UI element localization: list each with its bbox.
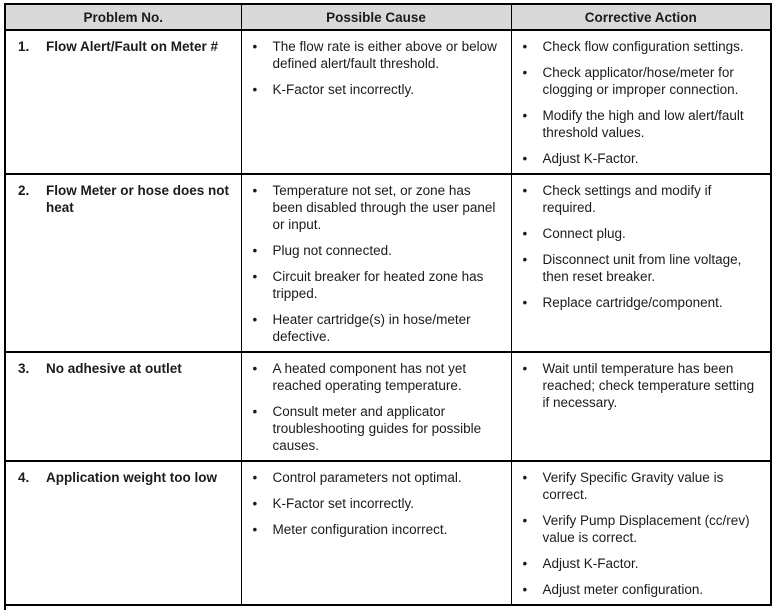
cause-cell bbox=[241, 30, 511, 174]
bullet-icon: • bbox=[522, 65, 528, 80]
bullet-icon: • bbox=[252, 470, 258, 485]
bullet-text: Disconnect unit from line voltage, then reset breaker. bbox=[542, 252, 742, 284]
bullet-item bbox=[250, 242, 503, 259]
bullet-item bbox=[520, 512, 763, 546]
bullet-text: Plug not connected. bbox=[272, 243, 392, 258]
action-list bbox=[520, 469, 763, 598]
bullet-icon: • bbox=[522, 470, 528, 485]
bullet-item bbox=[250, 403, 503, 454]
bullet-text: K-Factor set incorrectly. bbox=[272, 496, 415, 511]
action-cell bbox=[511, 352, 771, 461]
bullet-text: Replace cartridge/component. bbox=[542, 295, 723, 310]
bullet-text: Connect plug. bbox=[542, 226, 626, 241]
bullet-icon: • bbox=[522, 39, 528, 54]
bullet-item bbox=[520, 251, 763, 285]
problem-text: No adhesive at outlet bbox=[46, 361, 182, 376]
bullet-text: Adjust K-Factor. bbox=[542, 556, 639, 571]
cause-list bbox=[250, 182, 503, 345]
bullet-item bbox=[250, 495, 503, 512]
bullet-item bbox=[520, 360, 763, 411]
table-row bbox=[5, 352, 771, 461]
problem-number: 3. bbox=[18, 361, 30, 376]
bullet-item bbox=[520, 150, 763, 167]
action-list bbox=[520, 360, 763, 411]
bullet-icon: • bbox=[252, 183, 258, 198]
bullet-text: Verify Specific Gravity value is correct. bbox=[542, 470, 724, 502]
bullet-item bbox=[520, 182, 763, 216]
troubleshooting-table bbox=[4, 3, 772, 606]
cause-cell bbox=[241, 174, 511, 352]
bullet-text: Circuit breaker for heated zone has tripped. bbox=[272, 269, 484, 301]
action-cell bbox=[511, 30, 771, 174]
bullet-icon: • bbox=[252, 39, 258, 54]
bullet-item bbox=[520, 107, 763, 141]
bullet-item bbox=[250, 311, 503, 345]
bullet-item bbox=[520, 469, 763, 503]
cause-cell bbox=[241, 461, 511, 605]
action-cell bbox=[511, 174, 771, 352]
problem-text: Flow Alert/Fault on Meter # bbox=[46, 39, 219, 54]
bullet-item bbox=[520, 555, 763, 572]
problem-cell bbox=[5, 174, 241, 352]
bullet-item bbox=[250, 268, 503, 302]
bullet-text: The flow rate is either above or below defined alert/fault threshold. bbox=[272, 39, 497, 71]
col-header-problem-no: Problem No. bbox=[5, 4, 241, 30]
bullet-item bbox=[250, 182, 503, 233]
bullet-icon: • bbox=[522, 582, 528, 597]
problem-text: Application weight too low bbox=[46, 470, 217, 485]
bullet-item bbox=[250, 521, 503, 538]
table-row bbox=[5, 174, 771, 352]
col-header-corrective-action: Corrective Action bbox=[511, 4, 771, 30]
problem-number: 4. bbox=[18, 470, 30, 485]
bullet-item bbox=[520, 225, 763, 242]
problem-text: Flow Meter or hose does not heat bbox=[46, 183, 230, 215]
bullet-icon: • bbox=[252, 404, 258, 419]
bullet-item bbox=[520, 38, 763, 55]
problem-number: 2. bbox=[18, 183, 30, 198]
bullet-text: Meter configuration incorrect. bbox=[272, 522, 448, 537]
bullet-icon: • bbox=[252, 243, 258, 258]
cause-list bbox=[250, 469, 503, 538]
bullet-item bbox=[250, 81, 503, 98]
cause-list bbox=[250, 38, 503, 98]
bullet-item bbox=[520, 581, 763, 598]
bullet-icon: • bbox=[522, 513, 528, 528]
bullet-icon: • bbox=[522, 108, 528, 123]
bullet-item bbox=[520, 294, 763, 311]
action-list bbox=[520, 182, 763, 311]
table-row bbox=[5, 461, 771, 605]
bullet-icon: • bbox=[252, 361, 258, 376]
bullet-icon: • bbox=[522, 252, 528, 267]
bullet-item bbox=[520, 64, 763, 98]
bullet-text: Heater cartridge(s) in hose/meter defective. bbox=[272, 312, 471, 344]
bullet-icon: • bbox=[522, 295, 528, 310]
bullet-item bbox=[250, 38, 503, 72]
cause-list bbox=[250, 360, 503, 454]
action-cell bbox=[511, 461, 771, 605]
next-row-cut-off bbox=[4, 606, 770, 610]
bullet-text: Modify the high and low alert/fault threshold values. bbox=[542, 108, 744, 140]
bullet-text: Temperature not set, or zone has been disabled through the user panel or input. bbox=[272, 183, 496, 232]
bullet-text: K-Factor set incorrectly. bbox=[272, 82, 415, 97]
bullet-icon: • bbox=[522, 151, 528, 166]
bullet-text: A heated component has not yet reached operating temperature. bbox=[272, 361, 467, 393]
bullet-icon: • bbox=[252, 269, 258, 284]
bullet-item bbox=[250, 469, 503, 486]
bullet-text: Check settings and modify if required. bbox=[542, 183, 712, 215]
bullet-text: Check flow configuration settings. bbox=[542, 39, 744, 54]
problem-cell bbox=[5, 30, 241, 174]
bullet-text: Control parameters not optimal. bbox=[272, 470, 462, 485]
bullet-text: Check applicator/hose/meter for clogging or improper connection. bbox=[542, 65, 739, 97]
bullet-icon: • bbox=[522, 183, 528, 198]
problem-cell bbox=[5, 461, 241, 605]
col-header-possible-cause: Possible Cause bbox=[241, 4, 511, 30]
bullet-icon: • bbox=[522, 361, 528, 376]
bullet-text: Consult meter and applicator troubleshooting guides for possible causes. bbox=[272, 404, 482, 453]
bullet-icon: • bbox=[252, 312, 258, 327]
bullet-text: Verify Pump Displacement (cc/rev) value is correct. bbox=[542, 513, 750, 545]
problem-cell bbox=[5, 352, 241, 461]
table-row bbox=[5, 30, 771, 174]
bullet-icon: • bbox=[522, 226, 528, 241]
cause-cell bbox=[241, 352, 511, 461]
bullet-icon: • bbox=[252, 522, 258, 537]
bullet-icon: • bbox=[252, 496, 258, 511]
bullet-text: Adjust K-Factor. bbox=[542, 151, 639, 166]
bullet-item bbox=[250, 360, 503, 394]
action-list bbox=[520, 38, 763, 167]
bullet-text: Adjust meter configuration. bbox=[542, 582, 704, 597]
bullet-icon: • bbox=[522, 556, 528, 571]
table-header-row bbox=[5, 4, 771, 30]
bullet-text: Wait until temperature has been reached; check temperature setting if necessary. bbox=[542, 361, 755, 410]
bullet-icon: • bbox=[252, 82, 258, 97]
problem-number: 1. bbox=[18, 39, 30, 54]
